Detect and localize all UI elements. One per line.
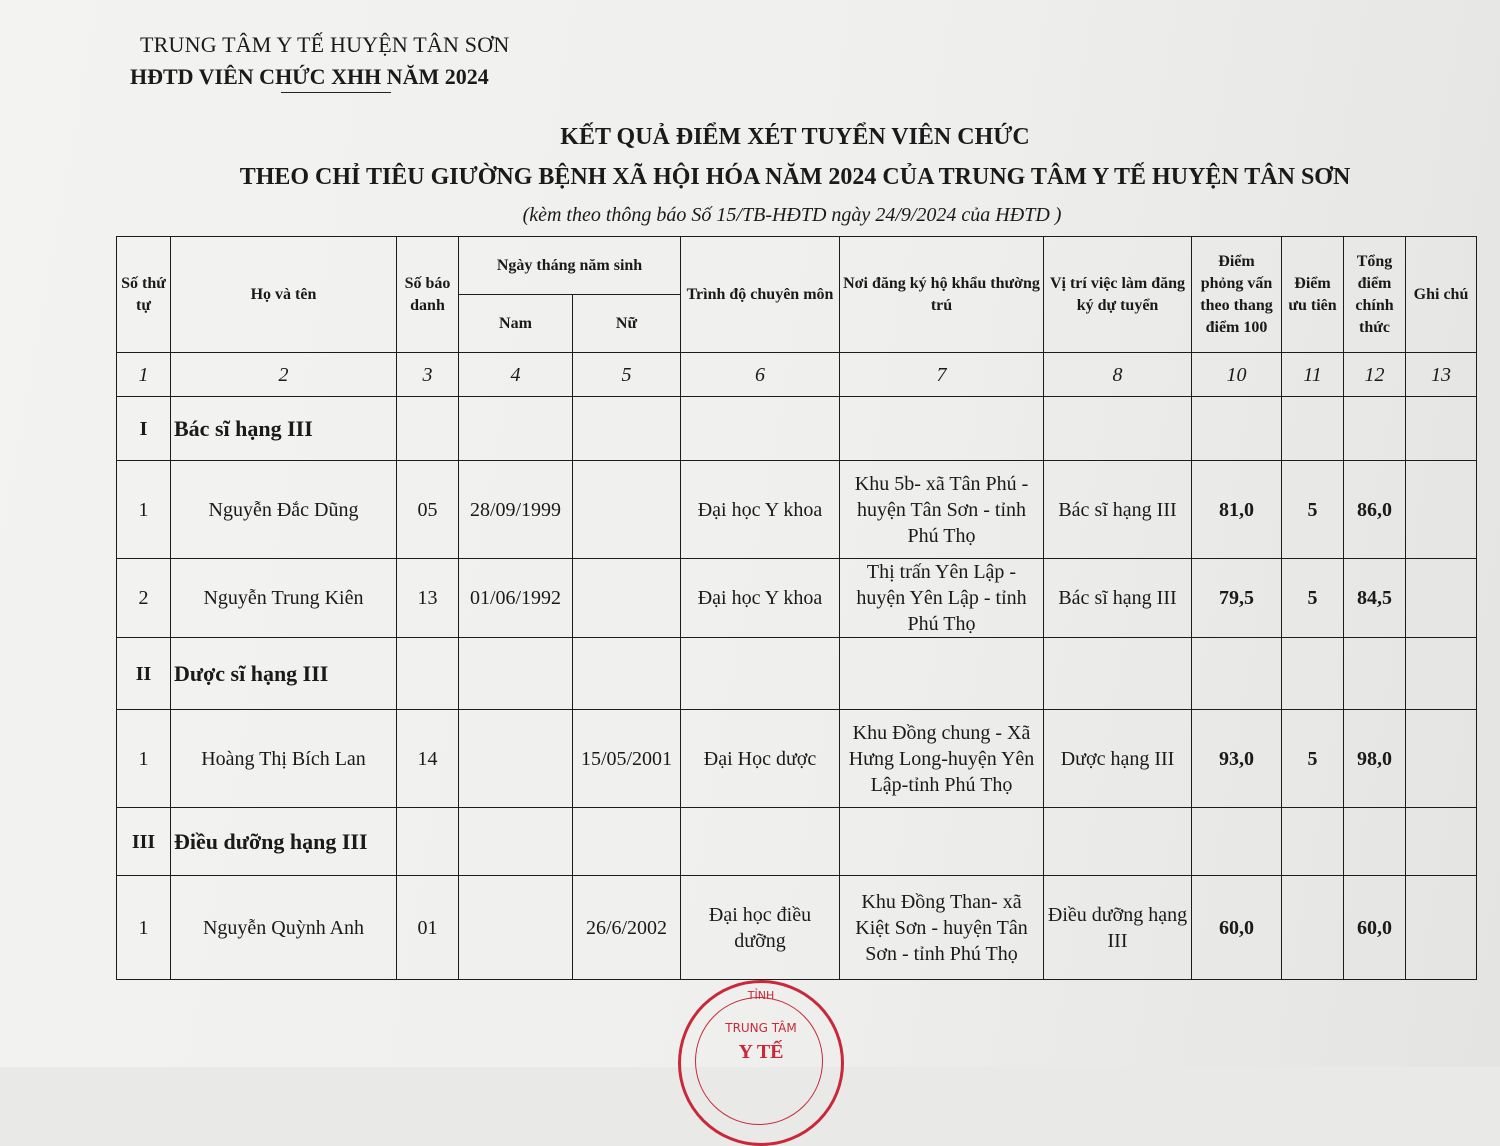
- cell-stt: 1: [117, 876, 171, 980]
- header-position: Vị trí việc làm đăng ký dự tuyển: [1044, 237, 1192, 353]
- cell-interview: 93,0: [1192, 710, 1282, 808]
- col-number: 7: [840, 353, 1044, 397]
- cell-interview: 60,0: [1192, 876, 1282, 980]
- cell-position: Bác sĩ hạng III: [1044, 559, 1192, 638]
- col-number: 12: [1344, 353, 1406, 397]
- col-number: 13: [1406, 353, 1477, 397]
- group-name: Dược sĩ hạng III: [171, 638, 397, 710]
- cell-total: 60,0: [1344, 876, 1406, 980]
- group-roman: III: [117, 808, 171, 876]
- cell-dob-female: 26/6/2002: [573, 876, 681, 980]
- document-title-line2: THEO CHỈ TIÊU GIƯỜNG BỆNH XÃ HỘI HÓA NĂM 2024 CỦA TRUNG TÂM Y TẾ HUYỆN TÂN SƠN: [239, 164, 1351, 190]
- cell-qualification: Đại học Y khoa: [681, 559, 840, 638]
- cell-position: Điều dưỡng hạng III: [1044, 876, 1192, 980]
- cell-dob-male: [459, 876, 573, 980]
- cell-qualification: Đại học điều dưỡng: [681, 876, 840, 980]
- cell-stt: 2: [117, 559, 171, 638]
- cell-sbd: 14: [397, 710, 459, 808]
- table-row: [117, 710, 1477, 808]
- cell-name: Nguyễn Đắc Dũng: [171, 461, 397, 559]
- column-number-row: [117, 353, 1477, 397]
- header-sbd: Số báo danh: [397, 237, 459, 353]
- group-name: Điều dưỡng hạng III: [171, 808, 397, 876]
- cell-dob-female: [573, 461, 681, 559]
- header-total: Tổng điểm chính thức: [1344, 237, 1406, 353]
- header-name: Họ và tên: [171, 237, 397, 353]
- table-row: [117, 876, 1477, 980]
- group-row: [117, 638, 1477, 710]
- col-number: 6: [681, 353, 840, 397]
- cell-position: Bác sĩ hạng III: [1044, 461, 1192, 559]
- cell-residence: Khu Đồng chung - Xã Hưng Long-huyện Yên Lập-tỉnh Phú Thọ: [840, 710, 1044, 808]
- org-name: TRUNG TÂM Y TẾ HUYỆN TÂN SƠN: [140, 32, 510, 57]
- official-seal: [678, 980, 844, 1146]
- council-underline: [281, 92, 391, 93]
- results-table: [116, 236, 1477, 980]
- group-row: [117, 397, 1477, 461]
- cell-priority: [1282, 876, 1344, 980]
- group-roman: II: [117, 638, 171, 710]
- group-name: Bác sĩ hạng III: [171, 397, 397, 461]
- col-number: 8: [1044, 353, 1192, 397]
- cell-residence: Khu 5b- xã Tân Phú - huyện Tân Sơn - tỉnh Phú Thọ: [840, 461, 1044, 559]
- cell-total: 84,5: [1344, 559, 1406, 638]
- group-roman: I: [117, 397, 171, 461]
- seal-text-line2: Y TẾ: [738, 1041, 784, 1063]
- cell-note: [1406, 559, 1477, 638]
- cell-stt: 1: [117, 461, 171, 559]
- cell-sbd: 01: [397, 876, 459, 980]
- header-priority: Điểm ưu tiên: [1282, 237, 1344, 353]
- cell-priority: 5: [1282, 461, 1344, 559]
- cell-qualification: Đại học Y khoa: [681, 461, 840, 559]
- council-name: HĐTD VIÊN CHỨC XHH NĂM 2024: [130, 64, 489, 89]
- cell-priority: 5: [1282, 559, 1344, 638]
- table-row: [117, 461, 1477, 559]
- cell-dob-female: [573, 559, 681, 638]
- cell-qualification: Đại Học dược: [681, 710, 840, 808]
- document-title: KẾT QUẢ ĐIỂM XÉT TUYỂN VIÊN CHỨC: [560, 124, 1030, 150]
- cell-dob-male: 01/06/1992: [459, 559, 573, 638]
- cell-sbd: 13: [397, 559, 459, 638]
- seal-top-text: TỈNH: [747, 989, 775, 1002]
- header-interview: Điểm phỏng vấn theo thang điểm 100: [1192, 237, 1282, 353]
- header-residence: Nơi đăng ký hộ khẩu thường trú: [840, 237, 1044, 353]
- header-female: Nữ: [573, 295, 681, 353]
- col-number: 4: [459, 353, 573, 397]
- cell-total: 86,0: [1344, 461, 1406, 559]
- cell-total: 98,0: [1344, 710, 1406, 808]
- cell-note: [1406, 710, 1477, 808]
- cell-position: Dược hạng III: [1044, 710, 1192, 808]
- group-row: [117, 808, 1477, 876]
- col-number: 1: [117, 353, 171, 397]
- cell-interview: 79,5: [1192, 559, 1282, 638]
- header-row: [117, 237, 1477, 295]
- header-dob: Ngày tháng năm sinh: [459, 237, 681, 295]
- table-row: [117, 559, 1477, 638]
- header-qualification: Trình độ chuyên môn: [681, 237, 840, 353]
- header-note: Ghi chú: [1406, 237, 1477, 353]
- cell-priority: 5: [1282, 710, 1344, 808]
- document-subtitle: (kèm theo thông báo Số 15/TB-HĐTD ngày 24/9/2024 của HĐTD ): [522, 204, 1062, 226]
- cell-sbd: 05: [397, 461, 459, 559]
- cell-note: [1406, 461, 1477, 559]
- col-number: 3: [397, 353, 459, 397]
- seal-text-line1: TRUNG TÂM: [725, 1021, 797, 1035]
- col-number: 5: [573, 353, 681, 397]
- cell-stt: 1: [117, 710, 171, 808]
- cell-name: Nguyễn Quỳnh Anh: [171, 876, 397, 980]
- cell-residence: Thị trấn Yên Lập - huyện Yên Lập - tỉnh Phú Thọ: [840, 559, 1044, 638]
- cell-name: Nguyễn Trung Kiên: [171, 559, 397, 638]
- col-number: 10: [1192, 353, 1282, 397]
- cell-name: Hoàng Thị Bích Lan: [171, 710, 397, 808]
- cell-note: [1406, 876, 1477, 980]
- cell-residence: Khu Đồng Than- xã Kiệt Sơn - huyện Tân Sơn - tỉnh Phú Thọ: [840, 876, 1044, 980]
- col-number: 11: [1282, 353, 1344, 397]
- cell-dob-male: [459, 710, 573, 808]
- header-stt: Số thứ tự: [117, 237, 171, 353]
- col-number: 2: [171, 353, 397, 397]
- header-male: Nam: [459, 295, 573, 353]
- cell-interview: 81,0: [1192, 461, 1282, 559]
- cell-dob-male: 28/09/1999: [459, 461, 573, 559]
- cell-dob-female: 15/05/2001: [573, 710, 681, 808]
